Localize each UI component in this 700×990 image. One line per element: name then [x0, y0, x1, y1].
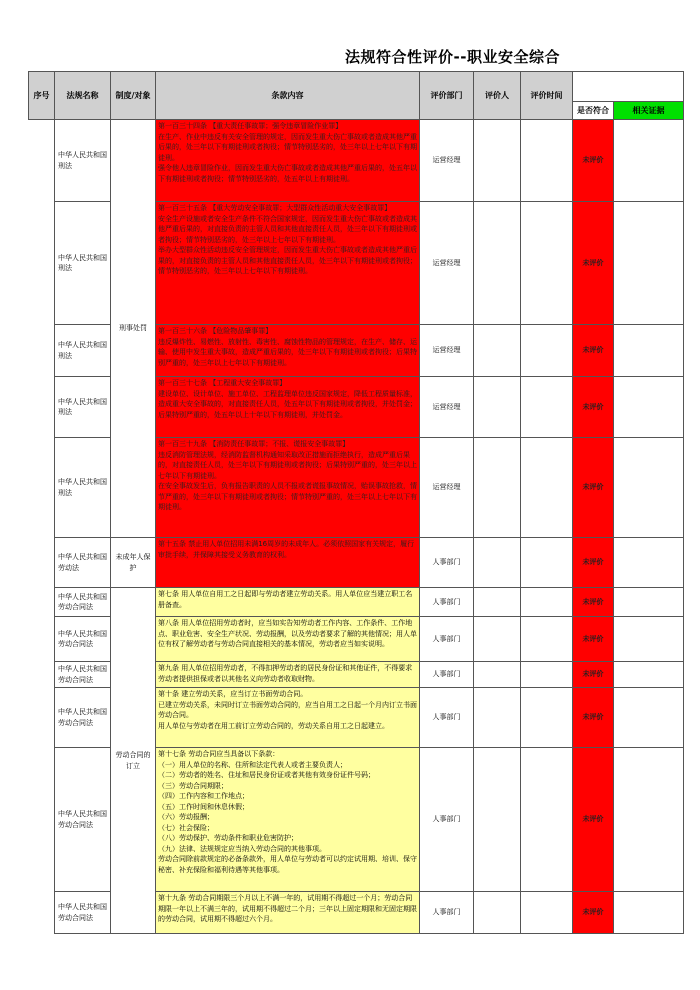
status-badge: 未评价: [573, 325, 614, 377]
row-seq: [29, 748, 55, 892]
table-row: [29, 588, 684, 617]
table-row: [29, 120, 684, 202]
person-cell[interactable]: [474, 688, 521, 748]
dept-cell: 运营经理: [420, 438, 474, 538]
law-name: 中华人民共和国劳动合同法: [55, 892, 111, 934]
clause-text: 第一百三十七条 【工程重大安全事故罪】 建设单位、设计单位、施工单位、工程监理单位违反国家规定，降低工程质量标准，造成重大安全事故的，对直接责任人员，处五年以下有期徒刑或者拘役，并处罚金；后果特别严重的，处五年以上十年以下有期徒刑，并处罚金。: [156, 377, 420, 438]
header-blank: [573, 72, 684, 102]
status-badge: 未评价: [573, 538, 614, 588]
status-badge: 未评价: [573, 438, 614, 538]
law-name: 中华人民共和国劳动合同法: [55, 748, 111, 892]
evidence-cell[interactable]: [614, 748, 684, 892]
status-badge: 未评价: [573, 748, 614, 892]
clause-text: 第一百三十九条 【消防责任事故罪；不报、谎报安全事故罪】 违反消防管理法规，经消防监督机构通知采取改正措施而拒绝执行，造成严重后果的，对直接责任人员，处三年以下有期徒刑或者拘役；后果特别严重的，处三年以上七年以下有期徒刑。 在安全事故发生后，负有报告职责的人员不报或者谎报事故情况，贻误事故抢救，情节严重的，处三年以下有期徒刑或者拘役；情节特别严重的，处三年以上七年以下有期徒刑。: [156, 438, 420, 538]
evidence-cell[interactable]: [614, 662, 684, 688]
compliance-table: [28, 71, 684, 934]
clause-text: 第八条 用人单位招用劳动者时，应当如实告知劳动者工作内容、工作条件、工作地点、职业危害、安全生产状况、劳动报酬，以及劳动者要求了解的其他情况；用人单位有权了解劳动者与劳动合同直接相关的基本情况，劳动者应当如实说明。: [156, 617, 420, 662]
evidence-cell[interactable]: [614, 892, 684, 934]
person-cell[interactable]: [474, 662, 521, 688]
evidence-cell[interactable]: [614, 538, 684, 588]
time-cell[interactable]: [521, 892, 573, 934]
row-seq: [29, 588, 55, 617]
dept-cell: 人事部门: [420, 892, 474, 934]
law-name: 中华人民共和国劳动法: [55, 538, 111, 588]
dept-cell: 人事部门: [420, 538, 474, 588]
status-badge: 未评价: [573, 120, 614, 202]
table-row: [29, 538, 684, 588]
status-badge: 未评价: [573, 662, 614, 688]
evidence-cell[interactable]: [614, 202, 684, 325]
status-badge: 未评价: [573, 588, 614, 617]
evidence-cell[interactable]: [614, 588, 684, 617]
row-seq: [29, 617, 55, 662]
row-seq: [29, 662, 55, 688]
dept-cell: 运营经理: [420, 377, 474, 438]
time-cell[interactable]: [521, 377, 573, 438]
dept-cell: 人事部门: [420, 688, 474, 748]
evidence-cell[interactable]: [614, 377, 684, 438]
time-cell[interactable]: [521, 617, 573, 662]
evidence-cell[interactable]: [614, 688, 684, 748]
law-name: 中华人民共和国劳动合同法: [55, 588, 111, 617]
person-cell[interactable]: [474, 748, 521, 892]
row-seq: [29, 202, 55, 325]
clause-text: 第一百三十四条 【重大责任事故罪；强令违章冒险作业罪】 在生产、作业中违反有关安全管理的规定，因而发生重大伤亡事故或者造成其他严重后果的，处三年以下有期徒刑或者拘役；情节特别恶劣的，处三年以上七年以下有期徒刑。 强令他人违章冒险作业，因而发生重大伤亡事故或者造成其他严重后果的，处五年以下有期徒刑或者拘役；情节特别恶劣的，处五年以上有期徒刑。: [156, 120, 420, 202]
law-name: 中华人民共和国刑法: [55, 120, 111, 202]
law-name: 中华人民共和国刑法: [55, 202, 111, 325]
row-seq: [29, 892, 55, 934]
time-cell[interactable]: [521, 438, 573, 538]
dept-cell: 运营经理: [420, 202, 474, 325]
header-compliance: 是否符合: [573, 102, 614, 120]
header-clause: 条款内容: [156, 72, 420, 120]
clause-text: 第十七条 劳动合同应当具备以下条款： （一）用人单位的名称、住所和法定代表人或者主要负责人； （二）劳动者的姓名、住址和居民身份证或者其他有效身份证件号码； （三）劳动合同期限； （四）工作内容和工作地点； （五）工作时间和休息休假； （六）劳动报酬； （七）社会保险； （八）劳动保护、劳动条件和职业危害防护； （九）法律、法规规定应当纳入劳动合同的其他事项。 劳动合同除前款规定的必备条款外，用人单位与劳动者可以约定试用期、培训、保守秘密、补充保险和福利待遇等其他事项。: [156, 748, 420, 892]
clause-text: 第十条 建立劳动关系，应当订立书面劳动合同。 已建立劳动关系，未同时订立书面劳动合同的，应当自用工之日起一个月内订立书面劳动合同。 用人单位与劳动者在用工前订立劳动合同的，劳动关系自用工之日起建立。: [156, 688, 420, 748]
row-seq: [29, 120, 55, 202]
person-cell[interactable]: [474, 892, 521, 934]
law-name: 中华人民共和国刑法: [55, 438, 111, 538]
person-cell[interactable]: [474, 617, 521, 662]
evidence-cell[interactable]: [614, 438, 684, 538]
header-seq: 序号: [29, 72, 55, 120]
status-badge: 未评价: [573, 202, 614, 325]
row-seq: [29, 688, 55, 748]
header-law-name: 法规名称: [55, 72, 111, 120]
person-cell[interactable]: [474, 538, 521, 588]
header-system: 制度/对象: [111, 72, 156, 120]
time-cell[interactable]: [521, 202, 573, 325]
law-name: 中华人民共和国劳动合同法: [55, 617, 111, 662]
person-cell[interactable]: [474, 377, 521, 438]
clause-text: 第一百三十五条 【重大劳动安全事故罪；大型群众性活动重大安全事故罪】 安全生产设施或者安全生产条件不符合国家规定，因而发生重大伤亡事故或者造成其他严重后果的，对直接负责的主管人员和其他直接责任人员，处三年以下有期徒刑或者拘役；情节特别恶劣的，处三年以上七年以下有期徒刑。 举办大型群众性活动违反安全管理规定，因而发生重大伤亡事故或者造成其他严重后果的，对直接负责的主管人员和其他直接责任人员，处三年以下有期徒刑或者拘役；情节特别恶劣的，处三年以上七年以下有期徒刑。: [156, 202, 420, 325]
law-name: 中华人民共和国刑法: [55, 325, 111, 377]
status-badge: 未评价: [573, 617, 614, 662]
header-dept: 评价部门: [420, 72, 474, 120]
clause-text: 第一百三十六条 【危险物品肇事罪】 违反爆炸性、易燃性、放射性、毒害性、腐蚀性物品的管理规定，在生产、储存、运输、使用中发生重大事故，造成严重后果的，处三年以下有期徒刑或者拘役；后果特别严重的，处三年以上七年以下有期徒刑。: [156, 325, 420, 377]
person-cell[interactable]: [474, 202, 521, 325]
evidence-cell[interactable]: [614, 325, 684, 377]
status-badge: 未评价: [573, 688, 614, 748]
status-badge: 未评价: [573, 377, 614, 438]
row-seq: [29, 538, 55, 588]
system-minor: 未成年人保护: [111, 538, 156, 588]
system-contract: 劳动合同的订立: [111, 588, 156, 934]
person-cell[interactable]: [474, 438, 521, 538]
dept-cell: 人事部门: [420, 588, 474, 617]
evidence-cell[interactable]: [614, 120, 684, 202]
law-name: 中华人民共和国劳动合同法: [55, 688, 111, 748]
time-cell[interactable]: [521, 588, 573, 617]
clause-text: 第十五条 禁止用人单位招用未满16周岁的未成年人。必须依照国家有关规定，履行审批手续，并保障其接受义务教育的权利。: [156, 538, 420, 588]
law-name: 中华人民共和国劳动合同法: [55, 662, 111, 688]
time-cell[interactable]: [521, 748, 573, 892]
clause-text: 第九条 用人单位招用劳动者，不得扣押劳动者的居民身份证和其他证件，不得要求劳动者提供担保或者以其他名义向劳动者收取财物。: [156, 662, 420, 688]
header-person: 评价人: [474, 72, 521, 120]
law-name: 中华人民共和国刑法: [55, 377, 111, 438]
header-evidence: 相关证据: [614, 102, 684, 120]
header-row: [29, 72, 684, 102]
dept-cell: 人事部门: [420, 748, 474, 892]
person-cell[interactable]: [474, 588, 521, 617]
document-title: 法规符合性评价--职业安全综合: [345, 48, 560, 66]
row-seq: [29, 325, 55, 377]
person-cell[interactable]: [474, 325, 521, 377]
evidence-cell[interactable]: [614, 617, 684, 662]
status-badge: 未评价: [573, 892, 614, 934]
time-cell[interactable]: [521, 120, 573, 202]
time-cell[interactable]: [521, 662, 573, 688]
time-cell[interactable]: [521, 538, 573, 588]
dept-cell: 人事部门: [420, 662, 474, 688]
dept-cell: 运营经理: [420, 120, 474, 202]
header-time: 评价时间: [521, 72, 573, 120]
system-criminal: 刑事处罚: [111, 120, 156, 538]
person-cell[interactable]: [474, 120, 521, 202]
row-seq: [29, 438, 55, 538]
dept-cell: 人事部门: [420, 617, 474, 662]
clause-text: 第十九条 劳动合同期限三个月以上不满一年的，试用期不得超过一个月；劳动合同期限一年以上不满三年的，试用期不得超过二个月；三年以上固定期限和无固定期限的劳动合同，试用期不得超过六个月。: [156, 892, 420, 934]
time-cell[interactable]: [521, 688, 573, 748]
dept-cell: 运营经理: [420, 325, 474, 377]
clause-text: 第七条 用人单位自用工之日起即与劳动者建立劳动关系。用人单位应当建立职工名册备查。: [156, 588, 420, 617]
time-cell[interactable]: [521, 325, 573, 377]
row-seq: [29, 377, 55, 438]
